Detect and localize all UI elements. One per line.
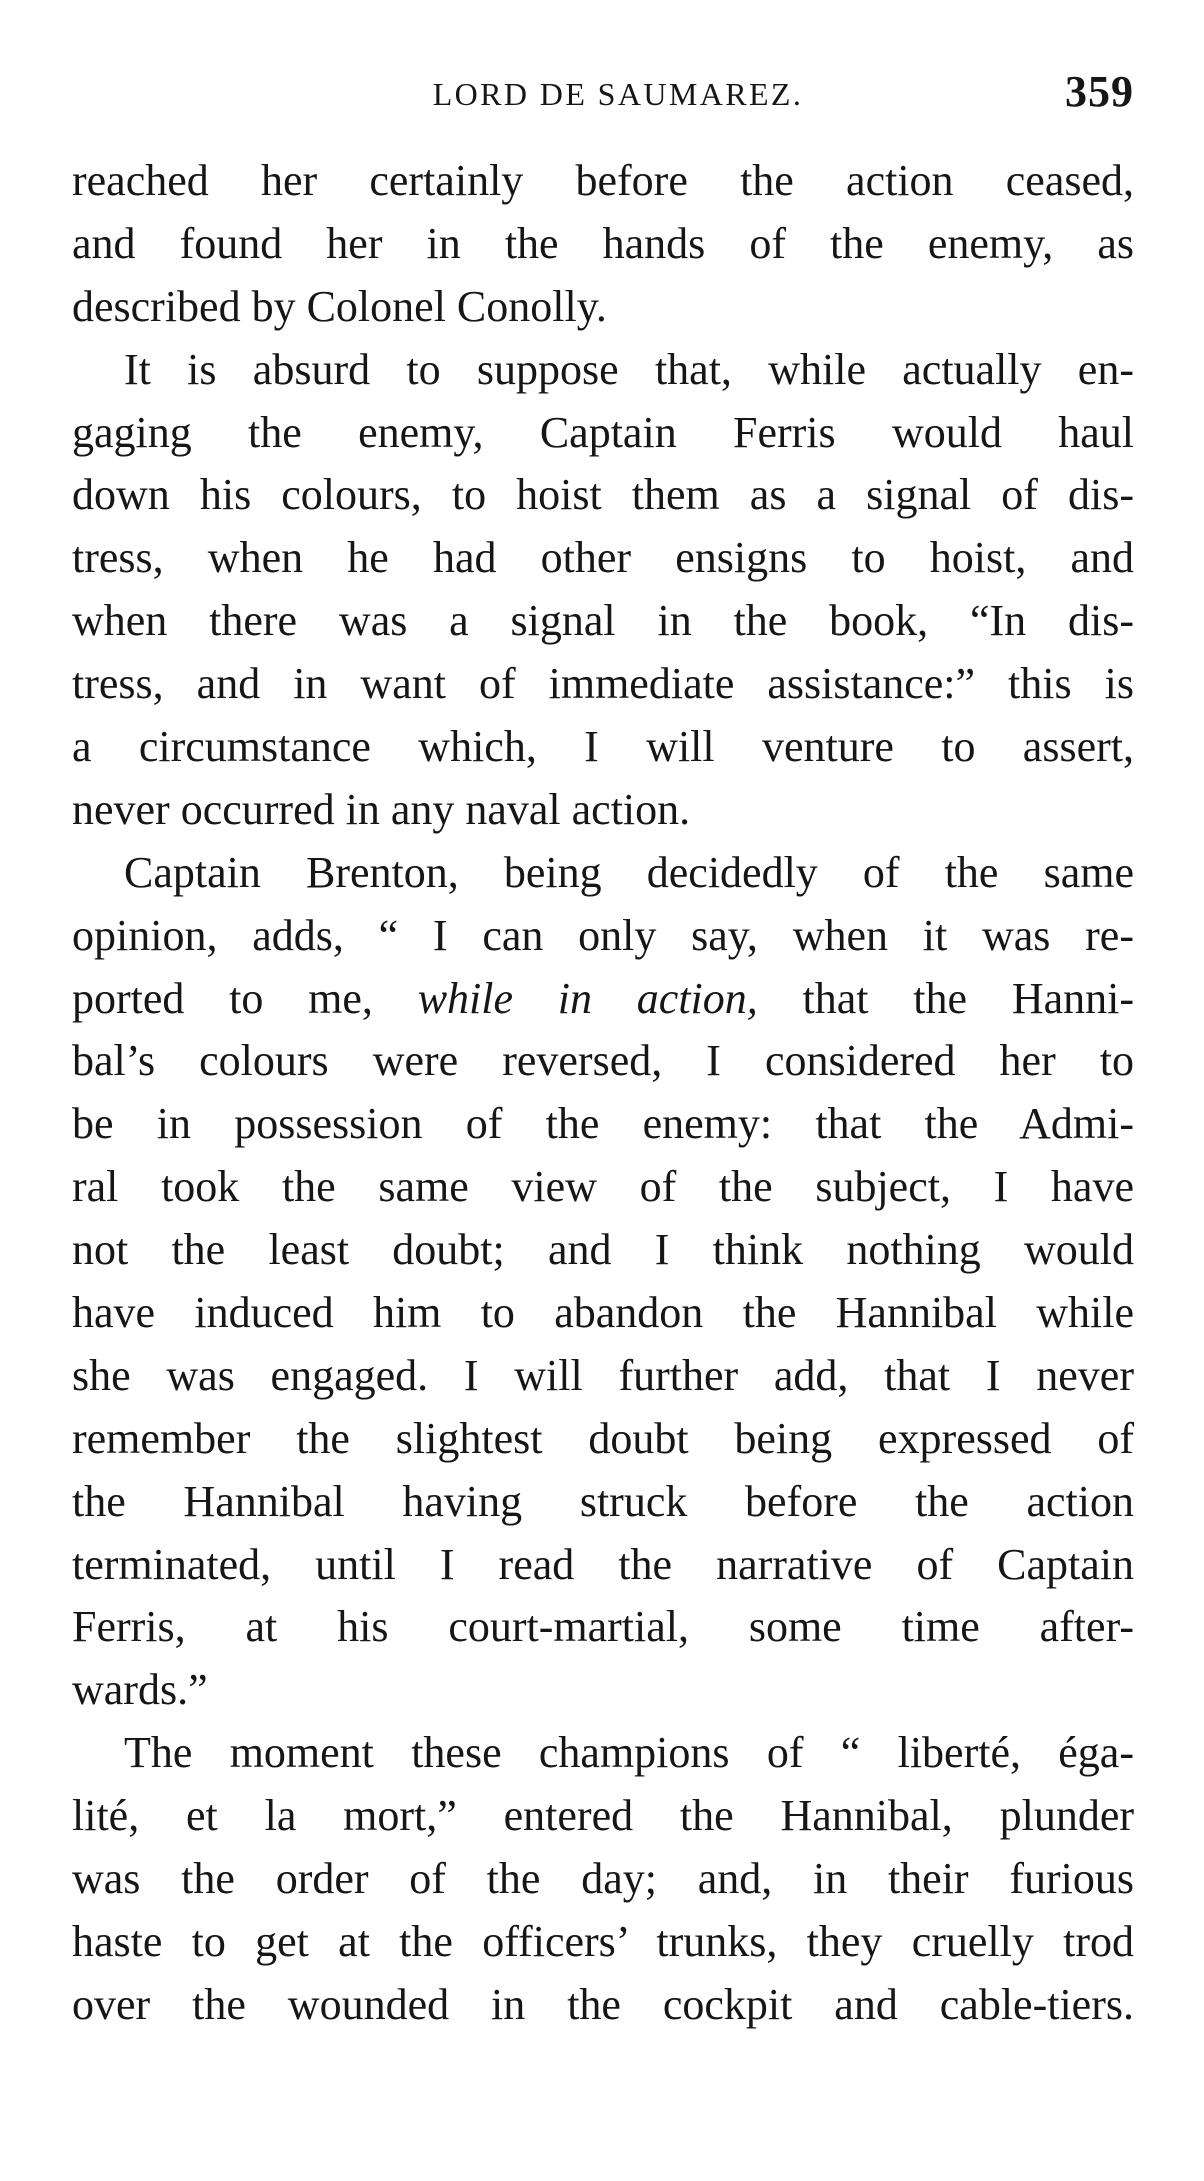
text-line: Captain Brenton, being decidedly of the same bbox=[124, 847, 1134, 897]
text-line: not the least doubt; and I think nothing would bbox=[72, 1225, 1134, 1275]
paragraph-1 bbox=[72, 150, 1134, 339]
text-line: lité, et la mort,” entered the Hannibal, plunder bbox=[72, 1791, 1134, 1841]
text-line: terminated, until I read the narrative of Captain bbox=[72, 1539, 1134, 1589]
text-line: down his colours, to hoist them as a signal of dis- bbox=[72, 470, 1134, 520]
text-line: remember the slightest doubt being expressed of bbox=[72, 1413, 1134, 1463]
text-segment: that the Hanni- bbox=[757, 973, 1135, 1023]
paragraph-4 bbox=[72, 1722, 1134, 2036]
text-line-with-italic bbox=[72, 968, 1134, 1031]
text-line: the Hannibal having struck before the action bbox=[72, 1476, 1134, 1526]
text-line: wards.” bbox=[72, 1665, 208, 1715]
text-line: tress, when he had other ensigns to hoist, and bbox=[72, 533, 1134, 583]
text-line: she was engaged. I will further add, that I never bbox=[72, 1350, 1134, 1400]
text-line: bal’s colours were reversed, I considered her to bbox=[72, 1036, 1134, 1086]
text-line: described by Colonel Conolly. bbox=[72, 281, 607, 331]
text-segment: ported to me, bbox=[72, 973, 418, 1023]
text-line: reached her certainly before the action ceased, bbox=[72, 156, 1134, 205]
paragraph-3 bbox=[72, 842, 1134, 1722]
text-line: be in possession of the enemy: that the Admi- bbox=[72, 1099, 1134, 1149]
text-line: ral took the same view of the subject, I have bbox=[72, 1162, 1134, 1212]
text-line: when there was a signal in the book, “In dis- bbox=[72, 596, 1134, 646]
text-line: The moment these champions of “ liberté, éga- bbox=[124, 1728, 1134, 1778]
text-line: a circumstance which, I will venture to assert, bbox=[72, 722, 1134, 772]
page-number: 359 bbox=[1065, 67, 1134, 116]
text-line: Ferris, at his court-martial, some time after- bbox=[72, 1602, 1134, 1652]
italic-phrase: while in action, bbox=[417, 973, 758, 1023]
text-line: over the wounded in the cockpit and cable-tiers. bbox=[72, 1979, 1134, 2029]
text-line: opinion, adds, “ I can only say, when it was re- bbox=[72, 910, 1134, 960]
paragraph-2 bbox=[72, 339, 1134, 842]
text-line: and found her in the hands of the enemy, as bbox=[72, 218, 1134, 268]
text-line: It is absurd to suppose that, while actually en- bbox=[124, 344, 1134, 394]
text-line: never occurred in any naval action. bbox=[72, 784, 691, 834]
text-line: gaging the enemy, Captain Ferris would haul bbox=[72, 407, 1134, 457]
running-head bbox=[72, 66, 1134, 126]
text-line: have induced him to abandon the Hannibal while bbox=[72, 1288, 1134, 1338]
text-line: tress, and in want of immediate assistance:” this is bbox=[72, 659, 1134, 709]
body-text bbox=[72, 150, 1134, 2037]
running-title: LORD DE SAUMAREZ. bbox=[432, 76, 804, 112]
text-line: was the order of the day; and, in their furious bbox=[72, 1854, 1134, 1904]
text-line: haste to get at the officers’ trunks, they cruelly trod bbox=[72, 1916, 1134, 1966]
